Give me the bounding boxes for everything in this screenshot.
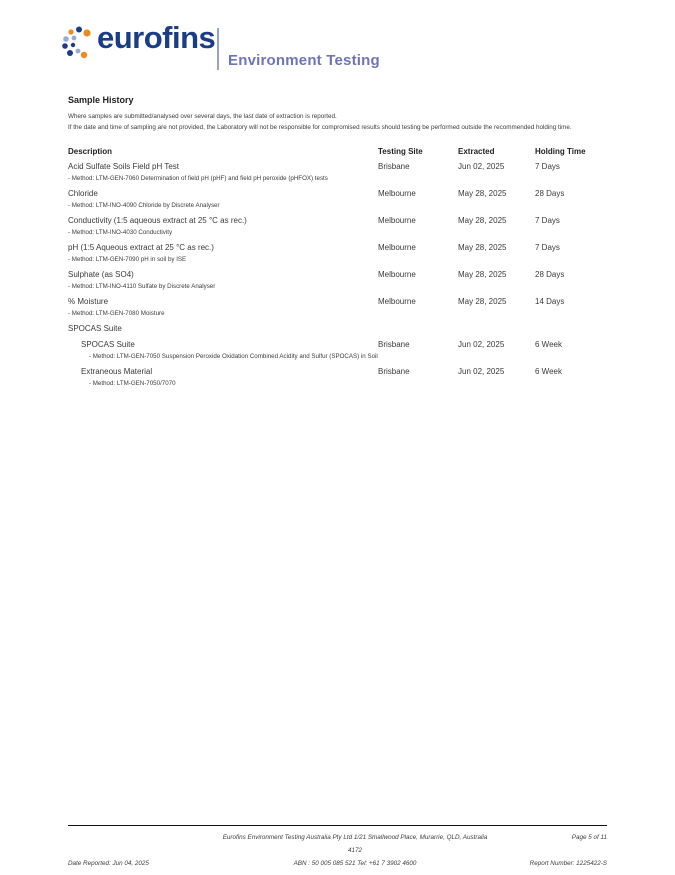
- row-extracted: May 28, 2025: [458, 297, 507, 306]
- row-method: - Method: LTM-INO-4090 Chloride by Discrete Analyser: [68, 202, 220, 209]
- footer-row: [68, 831, 607, 857]
- row-method: - Method: LTM-INO-4110 Sulfate by Discrete Analyser: [68, 283, 216, 290]
- section-title: Sample History: [68, 95, 134, 105]
- row-extracted: May 28, 2025: [458, 270, 507, 279]
- row-extracted: Jun 02, 2025: [458, 340, 505, 349]
- row-holding-time: 7 Days: [535, 216, 560, 225]
- row-testing-site: Melbourne: [378, 189, 416, 198]
- row-method: - Method: LTM-GEN-7050/7070: [89, 380, 176, 387]
- table-row: [68, 161, 607, 184]
- row-holding-time: 6 Week: [535, 340, 562, 349]
- sample-history-table: [68, 147, 607, 389]
- section-note: If the date and time of sampling are not provided, the Laboratory will not be responsible for compromised results should testing be performed outside the recommended holding time.: [68, 124, 572, 131]
- row-extracted: Jun 02, 2025: [458, 367, 505, 376]
- footer-divider: [68, 825, 607, 826]
- table-row: [68, 296, 607, 319]
- sample-history-rows: [68, 161, 607, 389]
- row-description: pH (1:5 Aqueous extract at 25 °C as rec.): [68, 243, 214, 252]
- row-testing-site: Brisbane: [378, 162, 410, 171]
- row-description: SPOCAS Suite: [81, 340, 135, 349]
- table-row: [68, 215, 607, 238]
- footer-abn-tel: ABN : 50 005 085 521 Tel: +61 7 3902 4600: [293, 860, 417, 867]
- table-row: [68, 242, 607, 265]
- row-extracted: May 28, 2025: [458, 216, 507, 225]
- row-testing-site: Brisbane: [378, 367, 410, 376]
- row-method: - Method: LTM-GEN-7090 pH in soil by ISE: [68, 256, 187, 263]
- row-holding-time: 14 Days: [535, 297, 565, 306]
- header-extracted: Extracted: [458, 147, 495, 156]
- row-method: - Method: LTM-GEN-7060 Determination of field pH (pHF) and field pH peroxide (pHFOX) tests: [68, 175, 328, 182]
- row-description: Sulphate (as SO4): [68, 270, 134, 279]
- header-holding-time: Holding Time: [535, 147, 586, 156]
- row-description: % Moisture: [68, 297, 109, 306]
- row-method: - Method: LTM-INO-4030 Conductivity: [68, 229, 173, 236]
- row-extracted: May 28, 2025: [458, 189, 507, 198]
- table-row: [68, 269, 607, 292]
- header-description: Description: [68, 147, 113, 156]
- page-footer: [68, 831, 607, 870]
- row-testing-site: Melbourne: [378, 216, 416, 225]
- footer-row: [68, 857, 607, 870]
- logo-divider: [217, 28, 219, 70]
- eurofins-logo-icon: [60, 25, 94, 61]
- brand-name: eurofins: [97, 20, 216, 55]
- footer-page-number: Page 5 of 11: [571, 834, 607, 841]
- row-testing-site: Brisbane: [378, 340, 410, 349]
- row-holding-time: 7 Days: [535, 243, 560, 252]
- row-testing-site: Melbourne: [378, 243, 416, 252]
- row-method: - Method: LTM-GEN-7080 Moisture: [68, 310, 165, 317]
- row-holding-time: 28 Days: [535, 189, 565, 198]
- row-description: Acid Sulfate Soils Field pH Test: [68, 162, 180, 171]
- table-row: [68, 323, 607, 335]
- table-row: [68, 366, 607, 389]
- sample-history-section: [68, 95, 607, 389]
- row-description: Conductivity (1:5 aqueous extract at 25 °C as rec.): [68, 216, 247, 225]
- row-holding-time: 28 Days: [535, 270, 565, 279]
- row-testing-site: Melbourne: [378, 270, 416, 279]
- row-extracted: Jun 02, 2025: [458, 162, 505, 171]
- footer-report-number: Report Number: 1225422-S: [529, 860, 607, 867]
- row-description: Chloride: [68, 189, 98, 198]
- footer-date-reported: Date Reported: Jun 04, 2025: [68, 860, 149, 867]
- table-row: [68, 339, 607, 362]
- table-row: [68, 188, 607, 211]
- row-holding-time: 6 Week: [535, 367, 562, 376]
- row-extracted: May 28, 2025: [458, 243, 507, 252]
- row-method: - Method: LTM-GEN-7050 Suspension Peroxide Oxidation Combined Acidity and Sulfur (SPOCAS) in Soil: [89, 353, 378, 360]
- division-name: Environment Testing: [228, 52, 380, 69]
- row-testing-site: Melbourne: [378, 297, 416, 306]
- section-note: Where samples are submitted/analysed over several days, the last date of extraction is reported.: [68, 113, 337, 120]
- row-holding-time: 7 Days: [535, 162, 560, 171]
- table-header-row: [68, 147, 607, 156]
- row-description: Extraneous Material: [81, 367, 153, 376]
- header-testing-site: Testing Site: [378, 147, 423, 156]
- row-description: SPOCAS Suite: [68, 324, 122, 333]
- footer-company-address: Eurofins Environment Testing Australia Pty Ltd 1/21 Smallwood Place, Murarrie, QLD, Australia 4172: [222, 834, 488, 854]
